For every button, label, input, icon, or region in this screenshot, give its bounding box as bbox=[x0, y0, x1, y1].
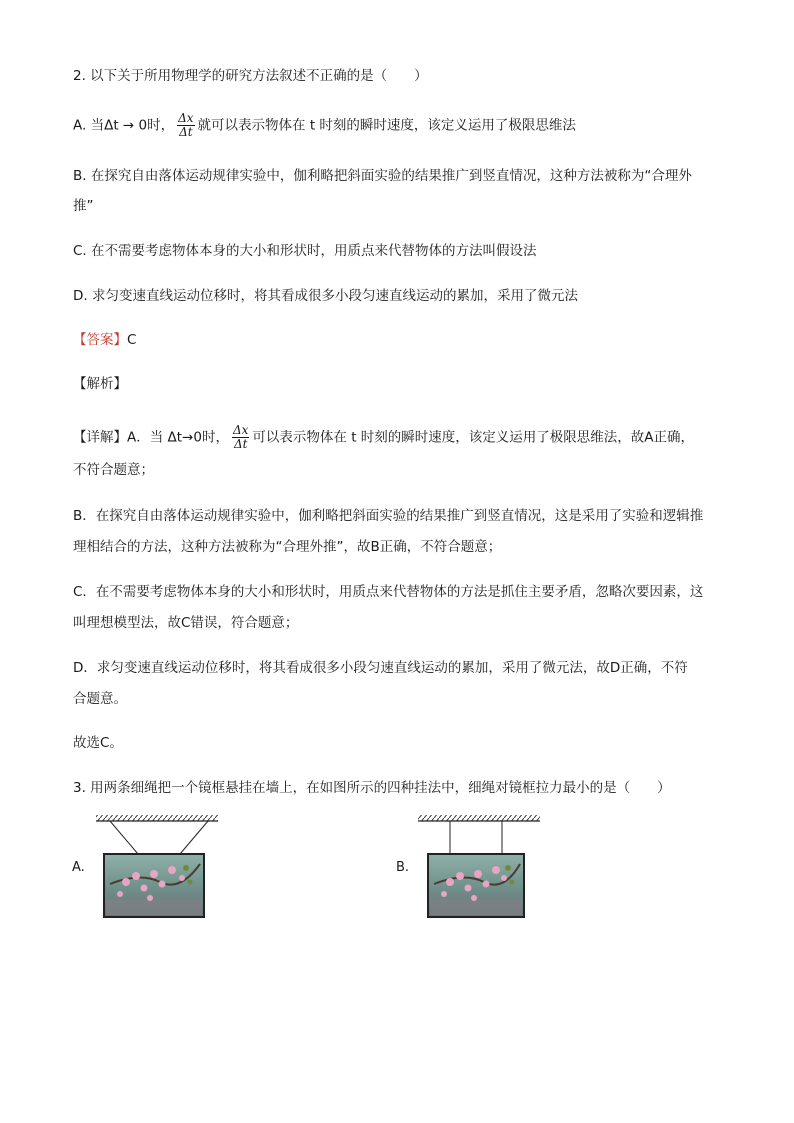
q2-option-b-line2: 推” bbox=[73, 198, 94, 214]
q2-option-d: D. 求匀变速直线运动位移时，将其看成很多小段匀速直线运动的累加，采用了微元法 bbox=[73, 288, 578, 304]
figure-b-label: B. bbox=[396, 860, 410, 875]
answer-value: C bbox=[127, 332, 137, 348]
q2-option-a-fraction bbox=[177, 112, 194, 139]
q2-option-b-line1: B. 在探究自由落体运动规律实验中，伽利略把斜面实验的结果推广到竖直情况，这种方法被称为“合理外 bbox=[73, 168, 692, 184]
q2-detail-b-line2: 理相结合的方法，这种方法被称为“合理外推”，故B正确，不符合题意； bbox=[73, 539, 502, 555]
figure-b-hanging-frame bbox=[414, 812, 554, 924]
detail-a-fraction bbox=[232, 424, 249, 451]
q2-analysis-tag: 【解析】 bbox=[73, 376, 127, 392]
q2-option-c: C. 在不需要考虑物体本身的大小和形状时，用质点来代替物体的方法叫假设法 bbox=[73, 243, 537, 259]
q2-option-a bbox=[73, 112, 576, 139]
q2-option-a-post: 就可以表示物体在 t 时刻的瞬时速度，该定义运用了极限思维法 bbox=[197, 117, 576, 134]
q2-stem: 2. 以下关于所用物理学的研究方法叙述不正确的是（ ） bbox=[73, 68, 428, 84]
fraction-numerator: Δx bbox=[232, 423, 249, 437]
q2-detail-c-line1: C．在不需要考虑物体本身的大小和形状时，用质点来代替物体的方法是抓住主要矛盾，忽略次要因素，这 bbox=[73, 584, 704, 600]
detail-a-pre: 【详解】A．当 Δt→0时， bbox=[73, 429, 229, 446]
answer-tag: 【答案】 bbox=[73, 332, 127, 348]
figure-a-hanging-frame bbox=[90, 812, 230, 924]
q2-detail-d-line1: D．求匀变速直线运动位移时，将其看成很多小段匀速直线运动的累加，采用了微元法，故D正确，不符 bbox=[73, 660, 688, 676]
fraction-numerator: Δx bbox=[178, 111, 194, 125]
q2-detail-d-line2: 合题意。 bbox=[73, 691, 127, 707]
q2-option-a-pre: A. 当Δt → 0时， bbox=[73, 117, 175, 134]
q3-stem: 3. 用两条细绳把一个镜框悬挂在墙上，在如图所示的四种挂法中，细绳对镜框拉力最小的是（ ） bbox=[73, 780, 671, 796]
q2-conclusion: 故选C。 bbox=[73, 735, 123, 751]
figure-a-label: A. bbox=[72, 860, 85, 875]
q2-detail-a-line2: 不符合题意； bbox=[73, 462, 154, 478]
q2-answer bbox=[73, 330, 136, 350]
q2-detail-b-line1: B．在探究自由落体运动规律实验中，伽利略把斜面实验的结果推广到竖直情况，这是采用了实验和逻辑推 bbox=[73, 508, 704, 524]
q2-detail-a-line1 bbox=[73, 424, 694, 451]
q2-detail-c-line2: 叫理想模型法，故C错误，符合题意； bbox=[73, 615, 299, 631]
fraction-denominator: Δt bbox=[233, 437, 248, 451]
fraction-denominator: Δt bbox=[179, 125, 193, 139]
detail-a-post: 可以表示物体在 t 时刻的瞬时速度，该定义运用了极限思维法，故A正确， bbox=[252, 429, 695, 446]
